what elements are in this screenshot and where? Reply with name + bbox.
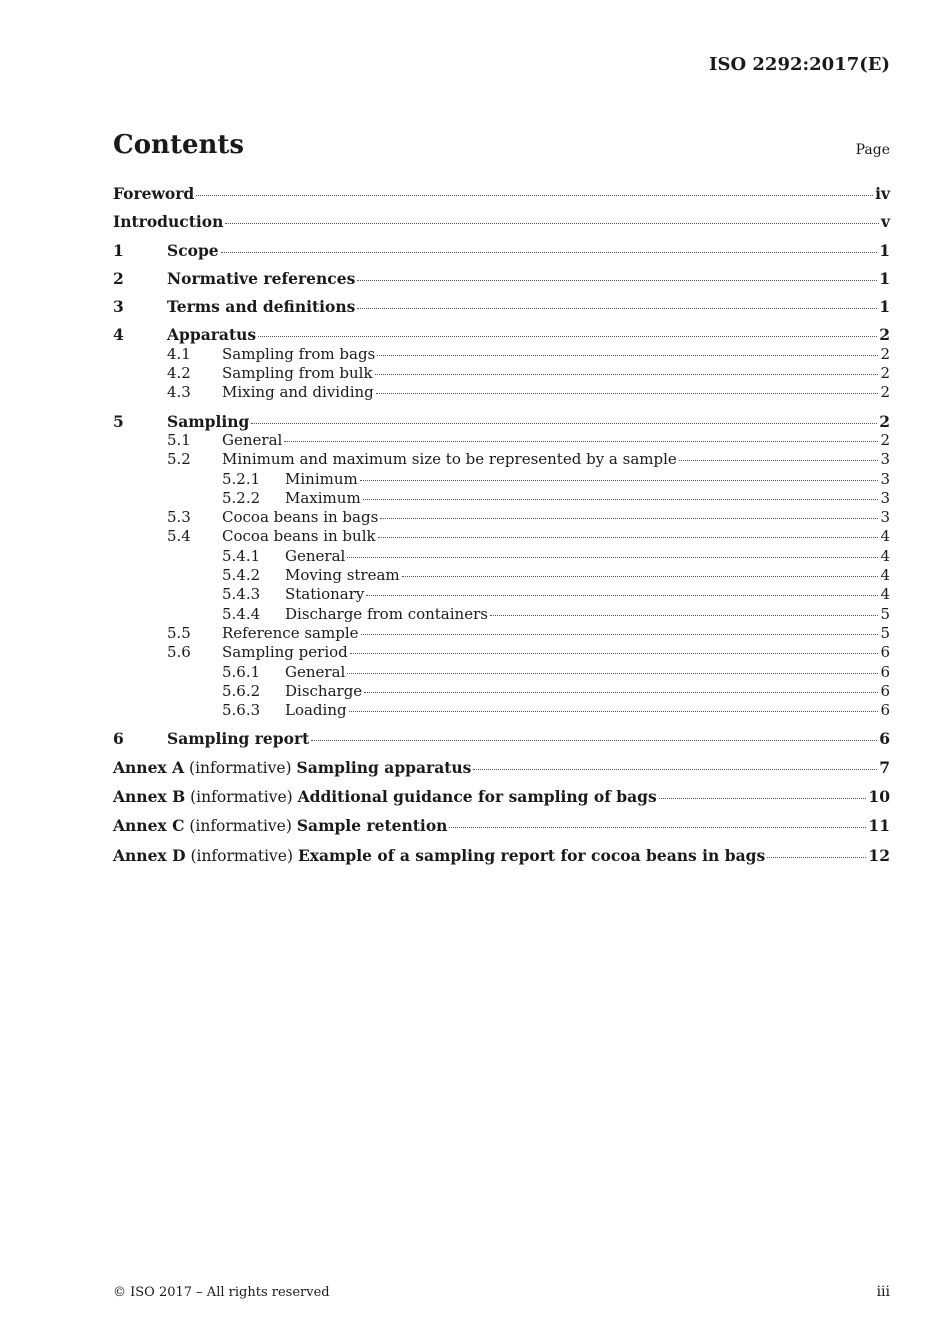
toc-title: Loading xyxy=(285,701,347,720)
toc-page-number: 5 xyxy=(880,604,890,623)
dot-leader xyxy=(349,711,879,712)
toc-entry[interactable] xyxy=(113,212,890,231)
dot-leader xyxy=(473,769,877,770)
toc-number: 5.4.4 xyxy=(222,604,261,623)
document-id: ISO 2292:2017(E) xyxy=(709,54,890,75)
toc-title xyxy=(113,758,471,778)
annex-label: Annex C xyxy=(113,816,185,836)
toc-page-number: 6 xyxy=(880,701,890,720)
toc-entry[interactable] xyxy=(113,489,890,508)
dot-leader xyxy=(360,480,879,481)
toc-title: Discharge xyxy=(285,681,363,700)
toc-page-number: 2 xyxy=(879,411,890,431)
toc-page-number: 2 xyxy=(880,383,890,402)
toc-page-number: 1 xyxy=(879,240,890,260)
dot-leader xyxy=(378,537,879,538)
toc-entry[interactable] xyxy=(113,431,890,450)
toc-entry[interactable] xyxy=(113,605,890,624)
dot-leader xyxy=(357,280,877,281)
toc-title: Sampling report xyxy=(167,729,310,749)
dot-leader xyxy=(449,827,866,828)
toc-page-number: 4 xyxy=(880,585,890,604)
toc-entry[interactable] xyxy=(113,566,890,585)
dot-leader xyxy=(251,423,877,424)
toc-entry[interactable] xyxy=(113,412,890,431)
toc-page-number: 2 xyxy=(880,344,890,363)
toc-page-number: 12 xyxy=(868,845,890,865)
dot-leader xyxy=(225,223,879,224)
toc-page-number: 5 xyxy=(880,623,890,642)
toc-page-number: 3 xyxy=(880,450,890,469)
annex-note: (informative) xyxy=(184,758,297,777)
dot-leader xyxy=(347,673,878,674)
toc-page-number: 4 xyxy=(880,546,890,565)
toc-page-number: 2 xyxy=(880,430,890,449)
toc-number: 5.5 xyxy=(167,623,191,642)
dot-leader xyxy=(679,460,879,461)
toc-title: Cocoa beans in bags xyxy=(222,508,379,527)
toc-number: 5.6.1 xyxy=(222,662,261,681)
toc-number: 5.4.1 xyxy=(222,546,261,565)
annex-title: Example of a sampling report for cocoa beans in bags xyxy=(297,845,766,865)
dot-leader xyxy=(767,857,866,858)
toc-entry[interactable] xyxy=(113,701,890,720)
annex-label: Annex D xyxy=(113,845,186,865)
toc-entry[interactable] xyxy=(113,508,890,527)
toc-title: Introduction xyxy=(113,212,224,232)
table-of-contents xyxy=(113,184,890,866)
dot-leader xyxy=(375,374,879,375)
annex-title: Sample retention xyxy=(296,816,448,836)
toc-title: Minimum xyxy=(285,469,358,488)
toc-entry[interactable] xyxy=(113,269,890,288)
dot-leader xyxy=(357,308,877,309)
dot-leader xyxy=(221,252,878,253)
annex-label: Annex B xyxy=(113,787,186,807)
toc-number: 5.6.3 xyxy=(222,701,261,720)
dot-leader xyxy=(376,393,879,394)
annex-title: Additional guidance for sampling of bags xyxy=(297,787,657,807)
toc-title: Cocoa beans in bulk xyxy=(222,527,376,546)
page-number: iii xyxy=(876,1284,890,1300)
toc-title: General xyxy=(285,662,346,681)
toc-title: Sampling period xyxy=(222,643,348,662)
toc-entry[interactable] xyxy=(113,470,890,489)
dot-leader xyxy=(659,798,867,799)
toc-page-number: 6 xyxy=(879,729,890,749)
toc-title: Terms and definitions xyxy=(167,297,356,317)
toc-entry[interactable] xyxy=(113,297,890,316)
toc-title xyxy=(113,787,657,807)
toc-page-number: 4 xyxy=(880,566,890,585)
annex-note: (informative) xyxy=(185,788,298,807)
toc-title: Scope xyxy=(167,240,219,260)
toc-title: General xyxy=(285,546,346,565)
toc-entry[interactable] xyxy=(113,787,890,807)
toc-title: Minimum and maximum size to be represented by a sample xyxy=(222,450,677,469)
toc-title: Sampling xyxy=(167,411,250,431)
dot-leader xyxy=(364,692,878,693)
toc-entry[interactable] xyxy=(113,682,890,701)
toc-entry[interactable] xyxy=(113,663,890,682)
toc-page-number: 11 xyxy=(868,816,890,836)
toc-number: 4 xyxy=(113,325,124,345)
toc-page-number: 2 xyxy=(880,364,890,383)
toc-title: Discharge from containers xyxy=(285,604,488,623)
toc-page-number: 3 xyxy=(880,488,890,507)
toc-entry[interactable] xyxy=(113,585,890,604)
dot-leader xyxy=(361,634,879,635)
toc-number: 5.2.2 xyxy=(222,488,261,507)
annex-note: (informative) xyxy=(185,846,298,865)
toc-title: General xyxy=(222,430,283,449)
copyright-notice: © ISO 2017 – All rights reserved xyxy=(113,1285,330,1300)
toc-number: 4.3 xyxy=(167,383,191,402)
toc-entry[interactable] xyxy=(113,643,890,662)
dot-leader xyxy=(363,499,879,500)
toc-entry[interactable] xyxy=(113,758,890,778)
toc-title: Sampling from bags xyxy=(222,344,376,363)
toc-page-number: v xyxy=(880,212,890,232)
toc-number: 6 xyxy=(113,729,124,749)
dot-leader xyxy=(490,615,878,616)
toc-title: Maximum xyxy=(285,488,361,507)
toc-entry[interactable] xyxy=(113,325,890,344)
toc-entry[interactable] xyxy=(113,345,890,364)
toc-entry[interactable] xyxy=(113,624,890,643)
toc-page-number: iv xyxy=(875,184,890,203)
dot-leader xyxy=(402,576,879,577)
toc-number: 5.6.2 xyxy=(222,681,261,700)
toc-number: 5 xyxy=(113,411,124,431)
toc-title: Foreword xyxy=(113,184,195,203)
toc-page-number: 10 xyxy=(868,787,890,807)
toc-number: 4.1 xyxy=(167,344,191,363)
toc-number: 5.2 xyxy=(167,450,191,469)
toc-entry[interactable] xyxy=(113,450,890,469)
dot-leader xyxy=(347,557,878,558)
toc-entry[interactable] xyxy=(113,816,890,836)
toc-entry[interactable] xyxy=(113,241,890,260)
toc-title: Moving stream xyxy=(285,566,400,585)
page-column-label: Page xyxy=(855,142,890,158)
toc-entry[interactable] xyxy=(113,364,890,383)
dot-leader xyxy=(196,195,873,196)
dot-leader xyxy=(258,336,877,337)
dot-leader xyxy=(350,653,879,654)
toc-page-number: 6 xyxy=(880,681,890,700)
toc-title: Apparatus xyxy=(167,325,257,345)
toc-page-number: 6 xyxy=(880,662,890,681)
toc-title xyxy=(113,816,447,836)
toc-title: Reference sample xyxy=(222,623,359,642)
dot-leader xyxy=(311,740,877,741)
dot-leader xyxy=(377,355,878,356)
toc-number: 5.1 xyxy=(167,430,191,449)
dot-leader xyxy=(366,595,878,596)
toc-entry[interactable] xyxy=(113,527,890,546)
toc-number: 2 xyxy=(113,268,124,288)
toc-page-number: 2 xyxy=(879,325,890,345)
contents-heading: Contents xyxy=(113,130,245,160)
toc-title xyxy=(113,846,765,866)
dot-leader xyxy=(380,518,878,519)
toc-number: 5.4.3 xyxy=(222,585,261,604)
toc-number: 1 xyxy=(113,240,124,260)
annex-note: (informative) xyxy=(184,817,297,836)
toc-number: 5.2.1 xyxy=(222,469,261,488)
annex-title: Sampling apparatus xyxy=(296,757,472,777)
toc-number: 5.4.2 xyxy=(222,566,261,585)
toc-entry[interactable] xyxy=(113,846,890,866)
toc-number: 5.6 xyxy=(167,643,191,662)
toc-number: 5.3 xyxy=(167,508,191,527)
toc-page-number: 7 xyxy=(879,757,890,777)
dot-leader xyxy=(284,441,878,442)
toc-page-number: 3 xyxy=(880,508,890,527)
toc-entry[interactable] xyxy=(113,547,890,566)
toc-title: Stationary xyxy=(285,585,365,604)
toc-page-number: 6 xyxy=(880,643,890,662)
toc-title: Normative references xyxy=(167,268,356,288)
toc-page-number: 1 xyxy=(879,297,890,317)
toc-entry[interactable] xyxy=(113,729,890,748)
toc-title: Mixing and dividing xyxy=(222,383,374,402)
toc-number: 5.4 xyxy=(167,527,191,546)
annex-label: Annex A xyxy=(113,757,185,777)
toc-number: 4.2 xyxy=(167,364,191,383)
toc-title: Sampling from bulk xyxy=(222,364,373,383)
toc-page-number: 4 xyxy=(880,527,890,546)
toc-page-number: 3 xyxy=(880,469,890,488)
toc-page-number: 1 xyxy=(879,268,890,288)
toc-entry[interactable] xyxy=(113,184,890,203)
toc-number: 3 xyxy=(113,297,124,317)
toc-entry[interactable] xyxy=(113,383,890,402)
